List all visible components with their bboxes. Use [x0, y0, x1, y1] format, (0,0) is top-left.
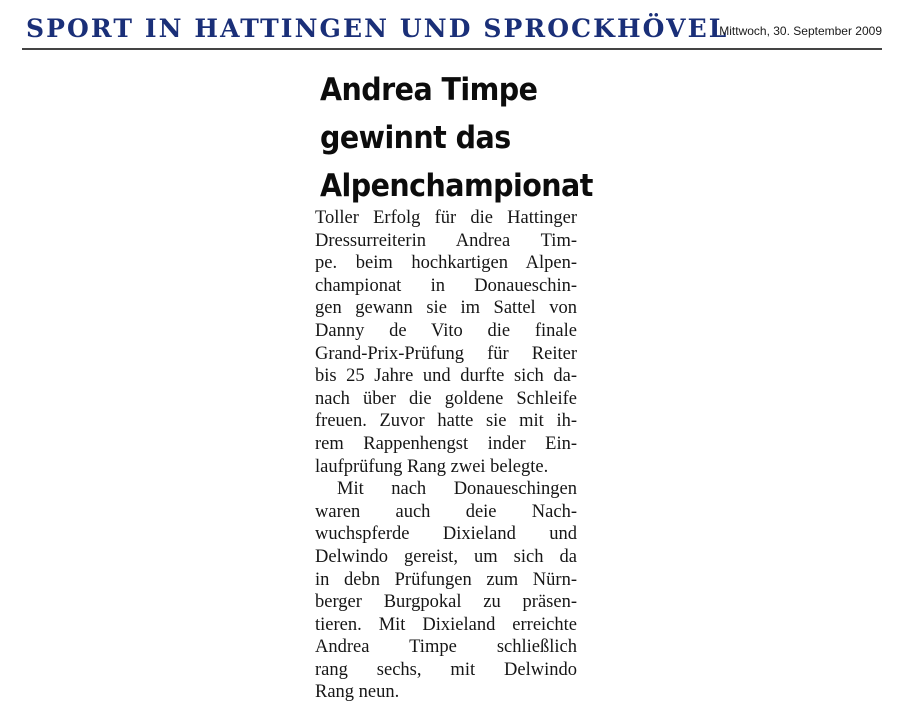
- body-line: pe. beim hochkartigen Alpen-: [315, 253, 577, 274]
- body-line: Delwindo gereist, um sich da: [315, 546, 577, 567]
- body-line: Grand-Prix-Prüfung für Reiter: [315, 343, 577, 364]
- body-line: Danny de Vito die finale: [315, 320, 577, 341]
- body-line: gen gewann sie im Sattel von: [315, 298, 577, 319]
- body-line: waren auch deie Nach-: [315, 501, 577, 522]
- body-line: freuen. Zuvor hatte sie mit ih-: [315, 411, 577, 432]
- body-line: wuchspferde Dixieland und: [315, 524, 577, 545]
- body-line: championat in Donaueschin-: [315, 275, 577, 296]
- body-line: berger Burgpokal zu präsen-: [315, 592, 577, 613]
- section-title: SPORT IN HATTINGEN UND SPROCKHÖVEL: [26, 14, 729, 43]
- body-line: Rang neun.: [315, 682, 400, 703]
- body-line: rem Rappenhengst inder Ein-: [315, 433, 577, 454]
- body-line: bis 25 Jahre und durfte sich da-: [315, 366, 577, 387]
- body-line: Toller Erfolg für die Hattinger: [315, 208, 577, 228]
- headline-line: Andrea Timpe: [320, 72, 538, 108]
- body-line: in debn Prüfungen zum Nürn-: [315, 569, 577, 590]
- article-body: [315, 207, 577, 704]
- issue-date: Mittwoch, 30. September 2009: [719, 24, 882, 38]
- body-line: nach über die goldene Schleife: [315, 388, 577, 409]
- body-line: Dressurreiterin Andrea Tim-: [315, 230, 577, 251]
- body-line: laufprüfung Rang zwei belegte.: [315, 456, 549, 477]
- headline-line: gewinnt das: [320, 120, 511, 156]
- masthead-rule: [22, 48, 882, 50]
- body-line: rang sechs, mit Delwindo: [315, 659, 577, 680]
- masthead: [22, 8, 882, 48]
- body-line: Mit nach Donaueschingen: [337, 479, 577, 500]
- headline-line: Alpenchampionat: [320, 168, 593, 204]
- body-line: tieren. Mit Dixieland erreichte: [315, 614, 577, 635]
- body-line: Andrea Timpe schließlich: [315, 637, 577, 658]
- headline: [320, 66, 596, 210]
